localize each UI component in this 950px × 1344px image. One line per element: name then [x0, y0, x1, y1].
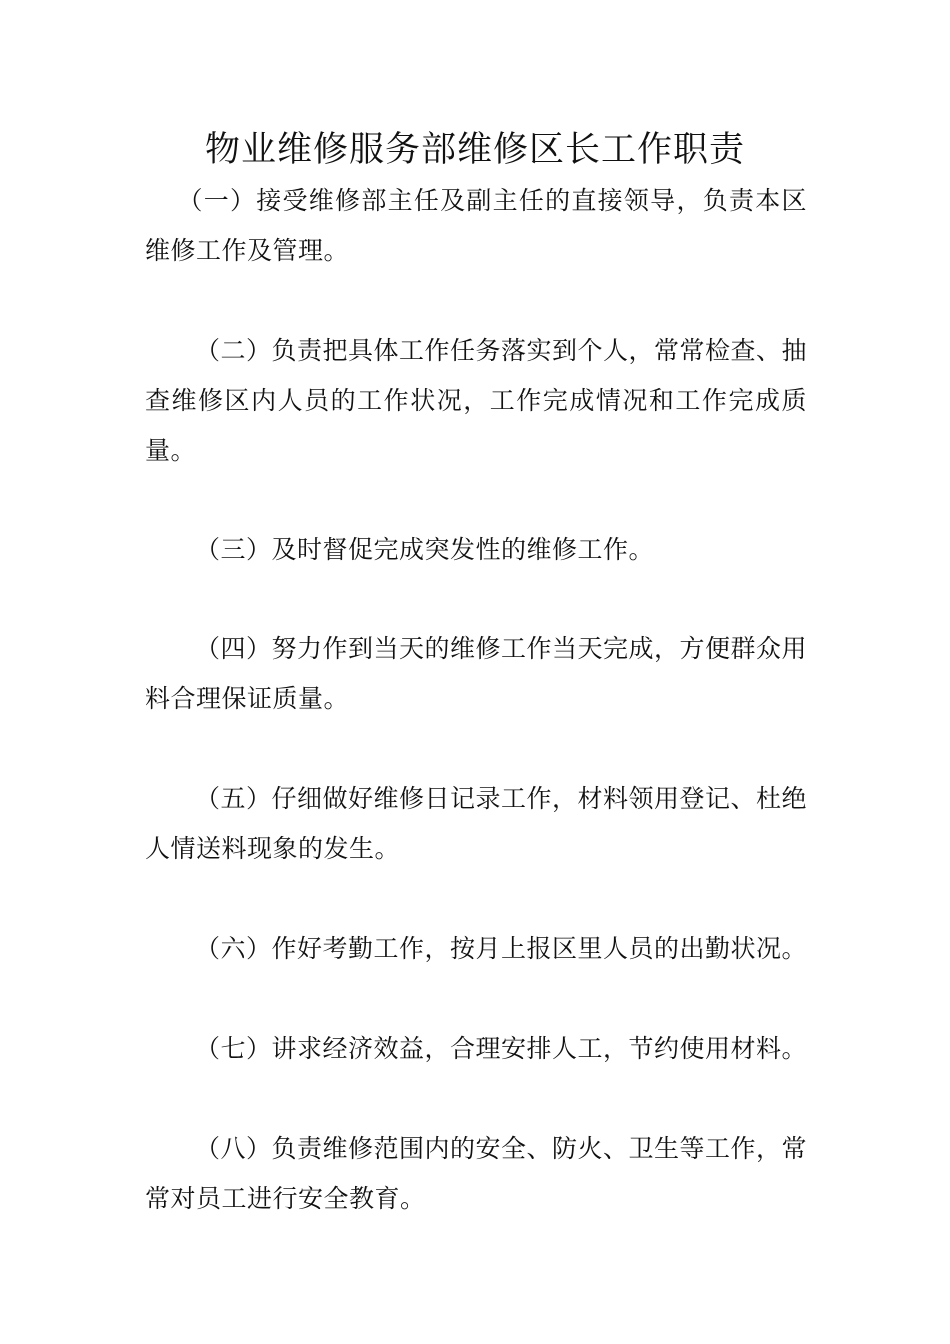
document-title: 物业维修服务部维修区长工作职责: [204, 130, 745, 170]
paragraph-7: （七）讲求经济效益，合理安排人工，节约使用材料。: [195, 1034, 808, 1063]
paragraph-3: （三）及时督促完成突发性的维修工作。: [195, 535, 655, 564]
paragraph-6: （六）作好考勤工作，按月上报区里人员的出勤状况。: [195, 934, 808, 963]
paragraph-5: （五）仔细做好维修日记录工作，材料领用登记、杜绝人情送料现象的发生。: [145, 784, 808, 863]
paragraph-4: （四）努力作到当天的维修工作当天完成，方便群众用料合理保证质量。: [145, 634, 808, 713]
paragraph-8: （八）负责维修范围内的安全、防火、卫生等工作，常常对员工进行安全教育。: [145, 1134, 808, 1213]
paragraph-1: （一）接受维修部主任及副主任的直接领导，负责本区维修工作及管理。: [145, 186, 807, 265]
paragraph-2: （二）负责把具体工作任务落实到个人，常常检查、抽查维修区内人员的工作状况，工作完成情况和工作完成质量。: [145, 336, 808, 465]
